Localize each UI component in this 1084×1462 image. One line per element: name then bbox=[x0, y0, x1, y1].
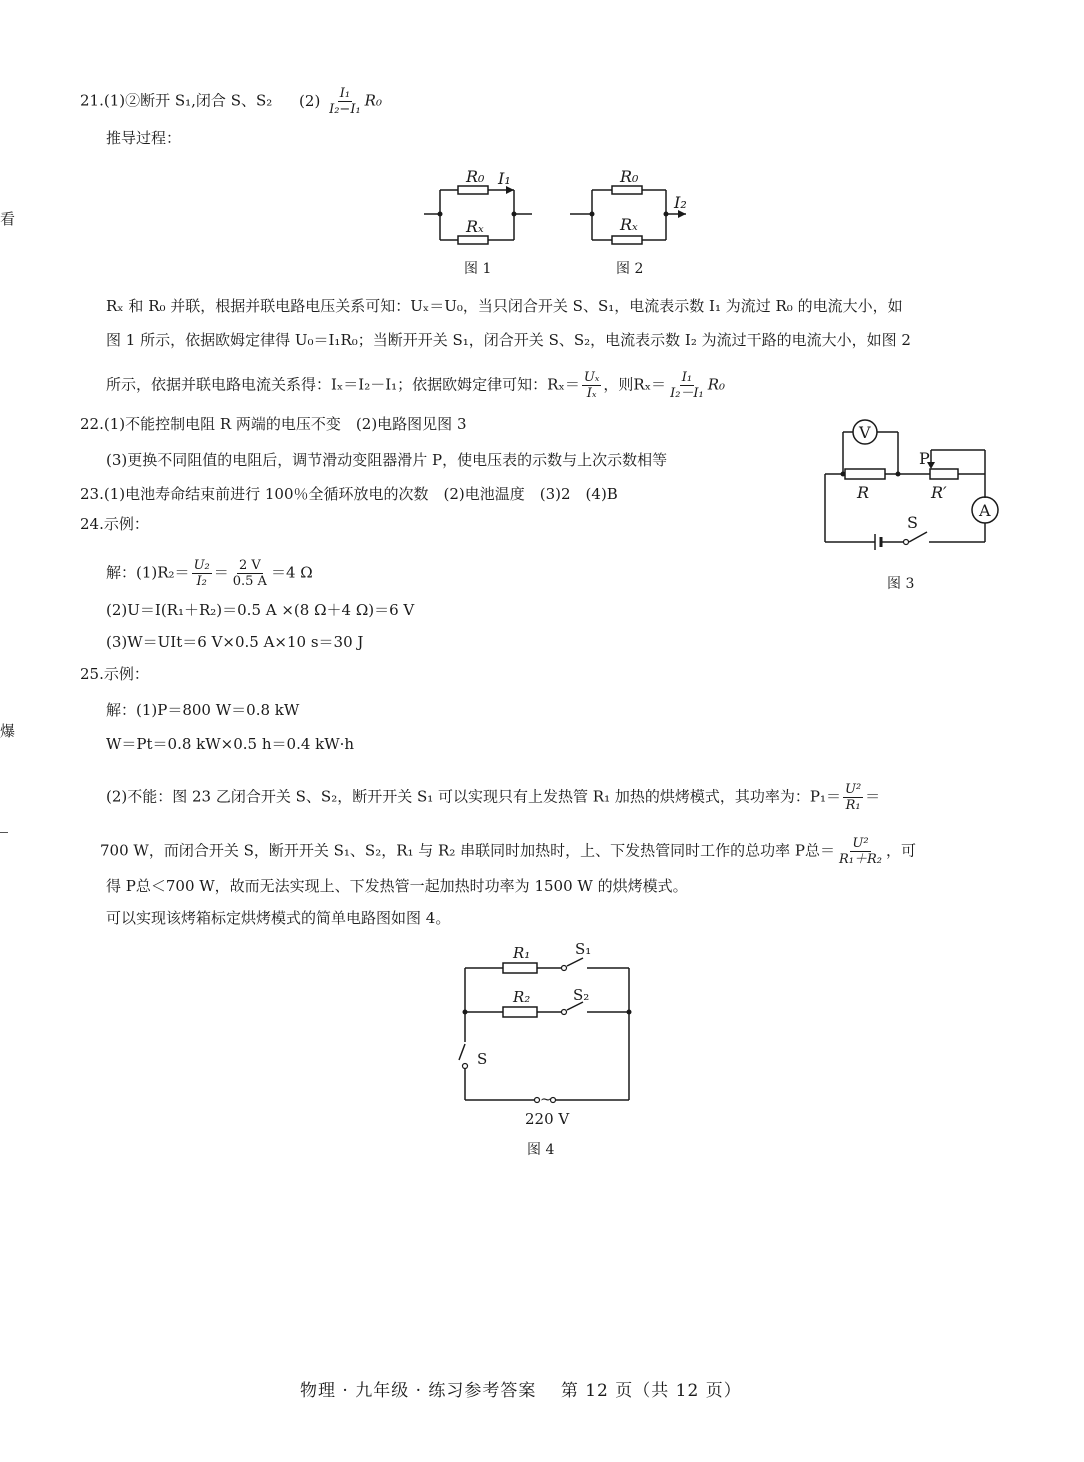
q24-line-3: (3)W＝UIt＝6 V×0.5 A×10 s＝30 J bbox=[106, 633, 364, 651]
fig3-s: S bbox=[907, 513, 918, 532]
q24-eq: ＝ bbox=[213, 563, 229, 582]
q23-line: 23.(1)电池寿命结束前进行 100％全循环放电的次数 (2)电池温度 (3)2 (4)B bbox=[80, 485, 618, 503]
fig3-caption: 图 3 bbox=[887, 576, 915, 592]
fig4-s2: S₂ bbox=[573, 986, 590, 1004]
q25-line-3 bbox=[106, 782, 880, 813]
fig3-v: V bbox=[859, 423, 871, 442]
frac-den: I₂ bbox=[196, 574, 207, 589]
q25-l3-a: (2)不能：图 23 乙闭合开关 S、S₂，断开开关 S₁ 可以实现只有上发热管 R₁ 加热的烘烤模式，其功率为：P₁＝ bbox=[106, 787, 841, 806]
fig4-r1: R₁ bbox=[513, 944, 531, 962]
q24-head: 24.示例： bbox=[80, 515, 149, 533]
page-footer: 物理 · 九年级 · 练习参考答案 第 12 页（共 12 页） bbox=[300, 1381, 742, 1401]
fig2-caption: 图 2 bbox=[616, 261, 644, 277]
line3-c: R₀ bbox=[707, 375, 726, 394]
fig1-rx-label: Rₓ bbox=[466, 217, 484, 236]
q25-line-6: 可以实现该烤箱标定烘烤模式的简单电路图如图 4。 bbox=[106, 909, 451, 927]
fig3-a: A bbox=[979, 501, 991, 520]
fig4-s: S bbox=[477, 1050, 488, 1068]
q22-line-1: 22.(1)不能控制电阻 R 两端的电压不变 (2)电路图见图 3 bbox=[80, 415, 467, 433]
frac-num: I₁ bbox=[339, 86, 351, 101]
frac-den: I₂－I₁ bbox=[670, 386, 704, 401]
q25-head: 25.示例： bbox=[80, 665, 149, 683]
q25-line-1: 解：(1)P＝800 W＝0.8 kW bbox=[106, 701, 300, 719]
q24-line-1 bbox=[106, 558, 313, 589]
line3-frac-2 bbox=[668, 370, 706, 401]
ac-symbol: ~ bbox=[540, 1092, 552, 1108]
frac-num: I₁ bbox=[681, 370, 693, 385]
margin-char: 爆 bbox=[0, 722, 16, 740]
fig3-rp: R′ bbox=[931, 483, 947, 502]
frac-den: 0.5 A bbox=[232, 574, 267, 589]
fig1-caption: 图 1 bbox=[464, 261, 492, 277]
fig3-p: P bbox=[919, 449, 930, 468]
q25-line-5: 得 P总＜700 W，故而无法实现上、下发热管一起加热时功率为 1500 W 的烘烤模式。 bbox=[106, 877, 688, 895]
q25-frac-2 bbox=[837, 836, 884, 867]
fig4-caption: 图 4 bbox=[527, 1142, 555, 1158]
frac-den: R₁＋R₂ bbox=[839, 852, 882, 867]
fig4-s1: S₁ bbox=[575, 940, 592, 958]
figure-1-2 bbox=[420, 160, 710, 285]
figure-4 bbox=[455, 940, 645, 1165]
q25-l4-a: 700 W，而闭合开关 S，断开开关 S₁、S₂，R₁ 与 R₂ 串联同时加热时，上、下发热管同时工作的总功率 P总＝ bbox=[100, 841, 835, 860]
q24-frac-1 bbox=[192, 558, 212, 589]
q21-part2: (2) bbox=[299, 91, 321, 110]
fig1-r0-label: R₀ bbox=[466, 167, 485, 186]
frac-num: 2 V bbox=[238, 558, 261, 573]
q21-line bbox=[80, 86, 382, 117]
frac-num: U₂ bbox=[193, 558, 210, 573]
q21-part1: 21.(1)②断开 S₁,闭合 S、S₂ bbox=[80, 91, 273, 110]
q21-derivation-line-3 bbox=[106, 370, 725, 401]
q21-derivation-line-1: Rₓ 和 R₀ 并联，根据并联电路电压关系可知：Uₓ＝U₀，当只闭合开关 S、S₁，电流表示数 I₁ 为流过 R₀ 的电流大小，如 bbox=[106, 297, 903, 315]
q21-frac-tail: R₀ bbox=[364, 91, 382, 110]
line3-b: ，则Rₓ＝ bbox=[603, 375, 667, 394]
margin-char: 看 bbox=[0, 210, 16, 228]
fig1-i1-label: I₁ bbox=[498, 169, 511, 188]
q24-l1-a: 解：(1)R₂＝ bbox=[106, 563, 190, 582]
q22-line-2: (3)更换不同阻值的电阻后，调节滑动变阻器滑片 P，使电压表的示数与上次示数相等 bbox=[106, 451, 668, 469]
frac-num: U² bbox=[852, 836, 869, 851]
q25-line-4 bbox=[100, 836, 916, 867]
frac-num: Uₓ bbox=[583, 370, 600, 385]
q24-line-2: (2)U＝I(R₁＋R₂)＝0.5 A ×(8 Ω＋4 Ω)＝6 V bbox=[106, 601, 415, 619]
line3-a: 所示，依据并联电路电流关系得：Iₓ＝I₂－I₁；依据欧姆定律可知：Rₓ＝ bbox=[106, 375, 580, 394]
q25-line-2: W＝Pt＝0.8 kW×0.5 h＝0.4 kW·h bbox=[106, 735, 355, 753]
margin-mark bbox=[0, 832, 8, 833]
frac-den: Iₓ bbox=[586, 386, 597, 401]
derivation-title: 推导过程： bbox=[106, 129, 182, 147]
frac-num: U² bbox=[844, 782, 862, 797]
fig2-i2-label: I₂ bbox=[674, 193, 687, 212]
fig3-r: R bbox=[857, 483, 870, 502]
frac-den: R₁ bbox=[845, 798, 861, 813]
q21-derivation-line-2: 图 1 所示，依据欧姆定律得 U₀＝I₁R₀；当断开开关 S₁，闭合开关 S、S₂，电流表示数 I₂ 为流过干路的电流大小，如图 2 bbox=[106, 331, 911, 349]
q25-l3-b: ＝ bbox=[865, 787, 881, 806]
frac-den: I₂−I₁ bbox=[329, 102, 361, 117]
line3-frac-1 bbox=[582, 370, 602, 401]
fig4-r2: R₂ bbox=[513, 988, 531, 1006]
q25-frac-1 bbox=[843, 782, 863, 813]
fig2-r0-label: R₀ bbox=[620, 167, 639, 186]
fig4-voltage: 220 V bbox=[525, 1110, 570, 1128]
figure-3 bbox=[815, 418, 1005, 598]
q25-l4-b: ，可 bbox=[886, 841, 917, 860]
q21-fraction bbox=[327, 86, 363, 117]
q24-l1-b: ＝4 Ω bbox=[270, 563, 313, 582]
q24-frac-2 bbox=[231, 558, 269, 589]
fig2-rx-label: Rₓ bbox=[620, 215, 638, 234]
